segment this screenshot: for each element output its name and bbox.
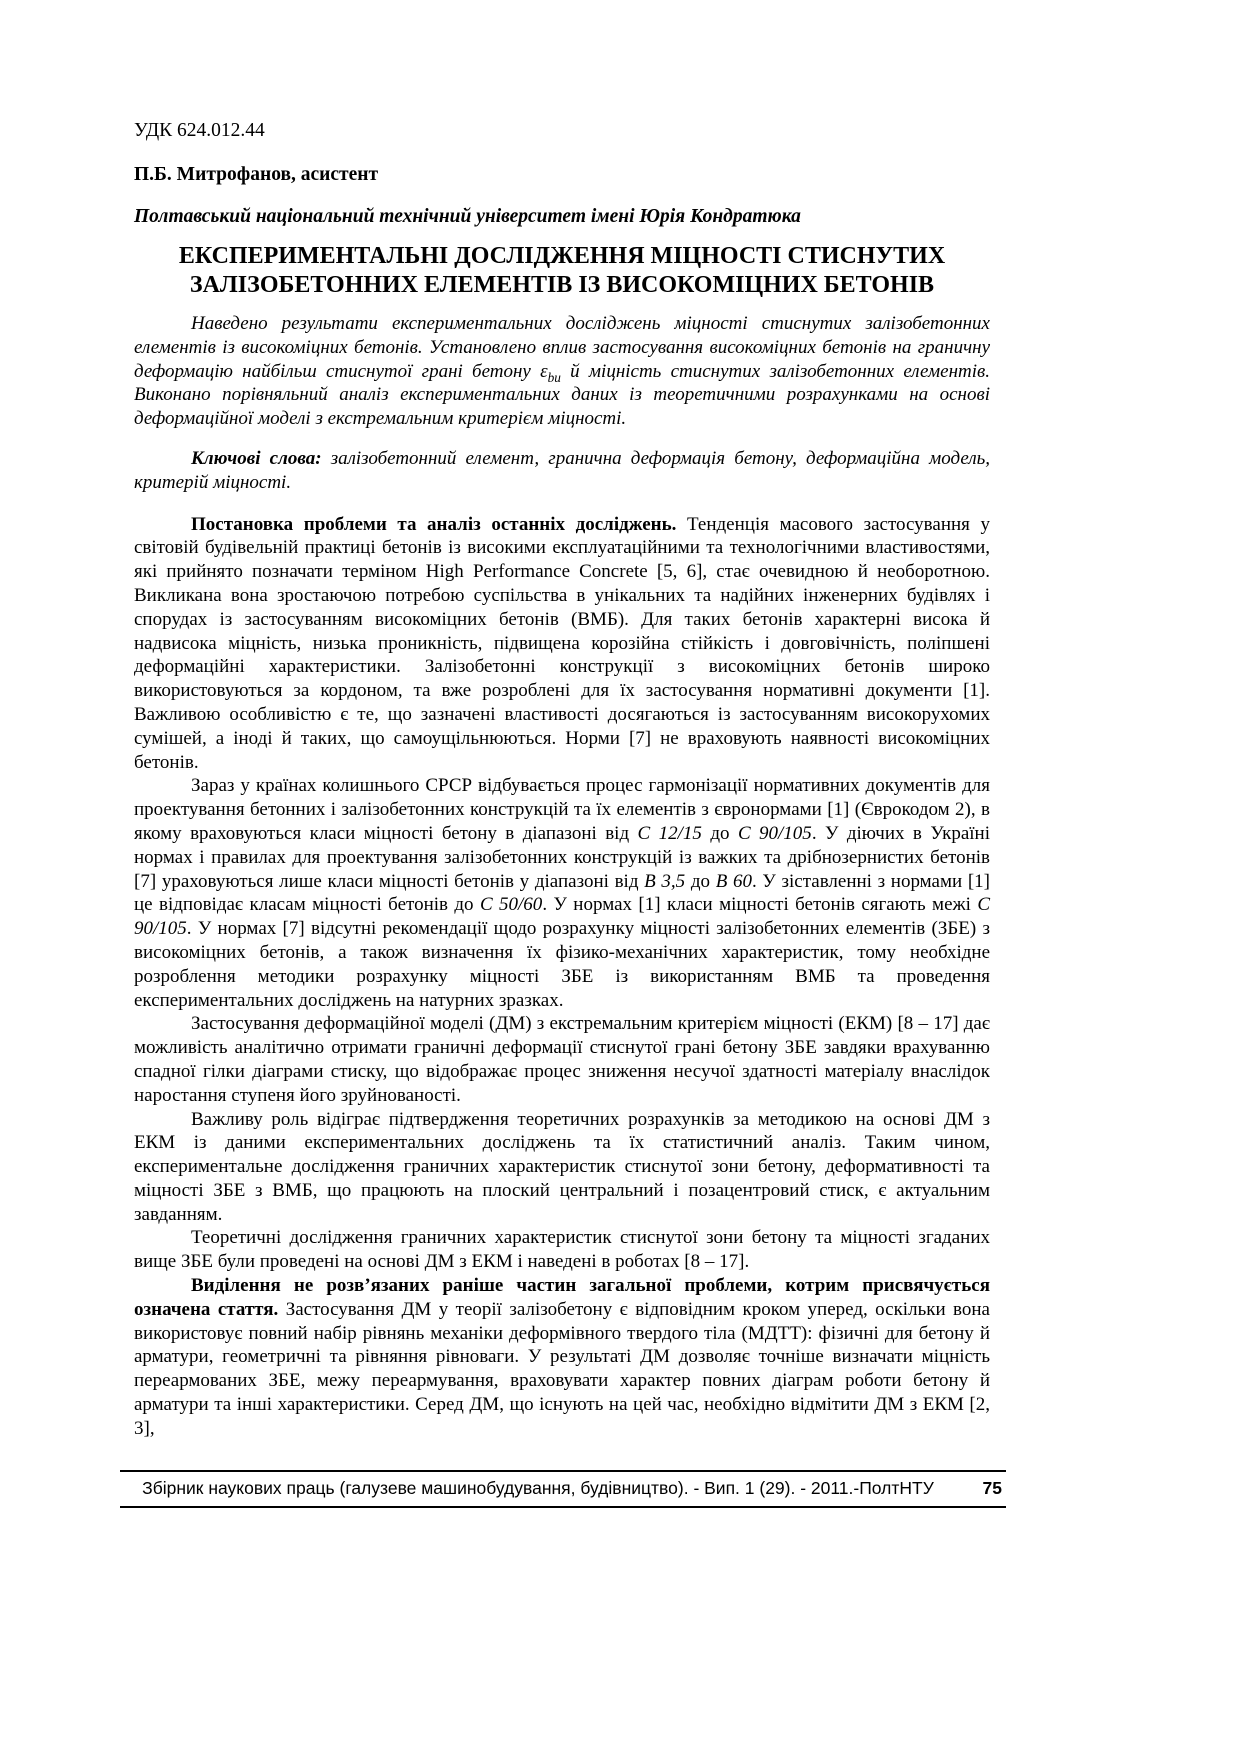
text-run: С 90/105: [134, 894, 990, 940]
body-paragraph: [134, 1108, 990, 1227]
text-run: . У діючих в Україні нормах і правилах для проектування залізобетонних конструкцій із важких та дрібнозернистих бетонів [7] ураховуються лише класи міцності бетонів у діапазоні від: [134, 822, 990, 892]
text-run: Наведено результати експериментальних досліджень міцності стиснутих залізобетонних елементів із високоміцних бетонів. Установлено вплив застосування високоміцних бетонів на граничну деформацію найбільш стиснутої грані бетону: [134, 313, 990, 382]
text-run: Застосування ДМ у теорії залізобетону є відповідним кроком уперед, оскільки вона використовує повний набір рівнянь механіки деформівного твердого тіла (МДТТ): фізичні для бетону й арматури, геометричні та рівняння рівноваги. У результаті ДМ дозволяє точніше визначати міцність переармованих ЗБЕ, межу переармування, враховувати характер повних діаграм роботи бетону й арматури та інші характеристики. Серед ДМ, що існують на цей час, необхідно відмітити ДМ з ЕКМ [2, 3],: [134, 1298, 990, 1439]
text-run: ε: [540, 360, 548, 382]
text-run: Застосування деформаційної моделі (ДМ) з екстремальним критерієм міцності (ЕКМ) [8 – 17] дає можливість аналітично отримати граничні деформації стиснутої грані бетону ЗБЕ завдяки врахуванню спадної гілки діаграми стиску, що відображає процес зниження несучої здатності матеріалу внаслідок наростання ступеня його зруйнованості.: [134, 1013, 990, 1106]
text-run: до: [701, 822, 738, 844]
article-body: [134, 312, 990, 1441]
text-run: Виділення не розв’язаних раніше частин загальної проблеми, котрим присвячується означена стаття.: [134, 1275, 990, 1320]
text-run: Важливу роль відіграє підтвердження теоретичних розрахунків за методикою на основі ДМ з ЕКМ із даними експериментальних досліджень та їх статистичний аналіз. Таким чином, експериментальне дослідження граничних характеристик стиснутої зони бетону, деформативності та міцності ЗБЕ з ВМБ, що працюють на плоский центральний і позацентровий стиск, є актуальним завданням.: [134, 1108, 990, 1225]
text-run: Теоретичні дослідження граничних характеристик стиснутої зони бетону та міцності згаданих вище ЗБЕ були проведені на основі ДМ з ЕКМ і наведені в роботах [8 – 17].: [134, 1227, 990, 1273]
page-footer: [120, 1470, 1006, 1508]
text-run: . У нормах [7] відсутні рекомендації щодо розрахунку міцності залізобетонних елементів (ЗБЕ) з високоміцних бетонів, а також визначення їх фізико-механічних характеристик, тому необхідне розроблення методики розрахунку міцності ЗБЕ із використанням ВМБ та проведення експериментальних досліджень на натурних зразках.: [134, 918, 990, 1011]
keywords-paragraph: [134, 447, 990, 495]
text-run: Постановка проблеми та аналіз останніх досліджень.: [191, 513, 688, 535]
page-number: 75: [982, 1478, 1002, 1498]
text-run: до: [685, 870, 716, 892]
footer-row: [124, 1478, 1002, 1499]
text-run: С 50/60: [479, 894, 543, 916]
text-run: . У зіставленні з нормами [1] це відповідає класам міцності бетонів до: [134, 870, 990, 916]
text-run: залізобетонний елемент, гранична деформація бетону, деформаційна модель, критерій міцності.: [134, 447, 990, 493]
text-run: bu: [547, 369, 561, 385]
body-paragraph: [134, 1226, 990, 1274]
author-line: П.Б. Митрофанов, асистент: [134, 164, 379, 185]
text-run: Тенденція масового застосування у світовій будівельній практиці бетонів із високими експлуатаційними та технологічними властивостями, які прийнято позначати терміном High Performance Concrete [5, 6], стає очевидною й необоротною. Викликана вона зростаючою потребою суспільства в унікальних та надійних інженерних будівлях і спорудах із застосуванням високоміцних бетонів (ВМБ). Для таких бетонів характерні висока й надвисока міцність, низька проникність, підвищена корозійна стійкість і довговічність, поліпшені деформаційні характеристики. Залізобетонні конструкції з високоміцних бетонів широко використовуються за кордоном, та вже розроблені для їх застосування нормативні документи [1]. Важливою особливістю є те, що зазначені властивості досягаються із застосуванням високорухомих сумішей, а іноді й таких, що самоущільнюються. Норми [7] не враховують наявності високоміцних бетонів.: [134, 513, 991, 773]
text-run: Зараз у країнах колишнього СРСР відбувається процес гармонізації нормативних документів для проектування бетонних і залізобетонних конструкцій та їх елементів з євронормами [1] (Єврокодом 2), в якому враховуються класи міцності бетону в діапазоні від: [134, 775, 990, 844]
body-paragraph: [134, 1274, 990, 1441]
text-run: Ключові слова:: [191, 447, 331, 469]
body-paragraph: [134, 774, 990, 1012]
footer-journal-info: Збірник наукових праць (галузеве машинобудування, будівництво). - Вип. 1 (29). - 2011.-ПолтНТУ: [142, 1478, 934, 1498]
text-run: С 12/15: [637, 822, 702, 844]
text-run: С 90/105: [737, 822, 812, 844]
text-run: . У нормах [1] класи міцності бетонів сягають межі: [542, 894, 978, 916]
text-run: В 3,5: [644, 870, 686, 892]
body-paragraph: [134, 513, 990, 775]
article-title-line-1: ЕКСПЕРИМЕНТАЛЬНІ ДОСЛІДЖЕННЯ МІЦНОСТІ СТИСНУТИХ: [178, 243, 946, 269]
body-paragraph: [134, 1012, 990, 1107]
text-run: В 60: [715, 870, 752, 892]
affiliation-line: Полтавський національний технічний університет імені Юрія Кондратюка: [134, 206, 801, 227]
udc-number: УДК 624.012.44: [134, 120, 265, 141]
abstract-paragraph: [134, 312, 990, 431]
article-title: [134, 242, 990, 300]
text-run: й міцність стиснутих залізобетонних елементів. Виконано порівняльний аналіз експериментальних даних із теоретичними розрахунками на основі деформаційної моделі з екстремальним критерієм міцності.: [134, 360, 990, 430]
article-title-line-2: ЗАЛІЗОБЕТОННИХ ЕЛЕМЕНТІВ ІЗ ВИСОКОМІЦНИХ БЕТОНІВ: [189, 272, 935, 298]
